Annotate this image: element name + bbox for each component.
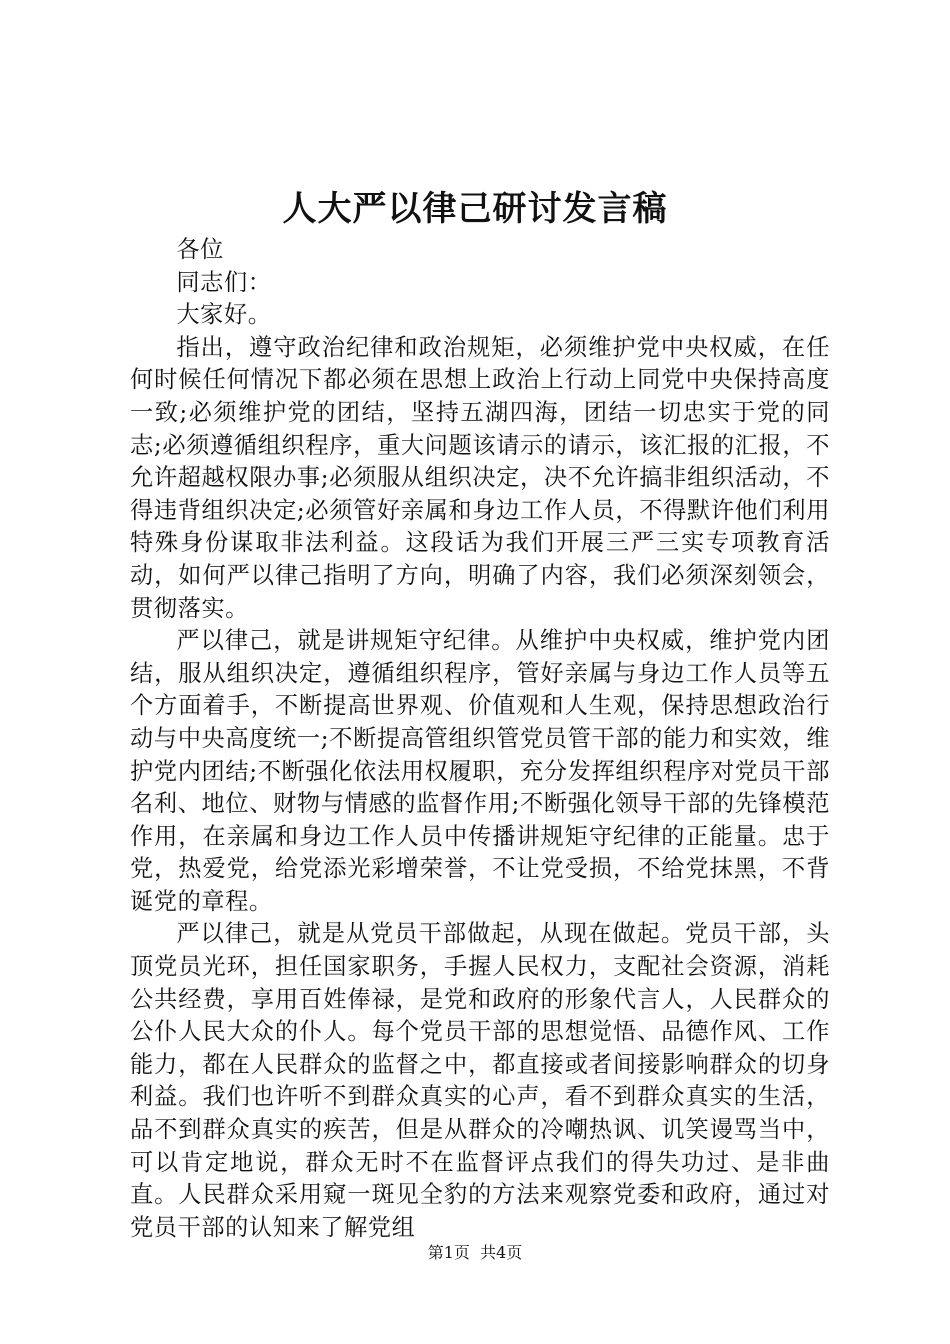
document-title: 人大严以律己研讨发言稿 xyxy=(282,189,668,229)
footer-separator xyxy=(470,1243,480,1262)
body-paragraph-2: 严以律己，就是讲规矩守纪律。从维护中央权威，维护党内团结，服从组织决定，遵循组织程序，管好亲属与身边工作人员等五个方面着手，不断提高世界观、价值观和人生观，保持思想政治行动与中央高度统一;不断提高管组织管党员管干部的能力和实效，维护党内团结;不断强化依法用权履职，充分发挥组织程序对党员干部名利、地位、财物与情感的监督作用;不断强化领导干部的先锋模范作用，在亲属和身边工作人员中传播讲规矩守纪律的正能量。忠于党，热爱党，给党添光彩增荣誉，不让党受损，不给党抹黑，不背诞党的章程。 xyxy=(130,627,830,915)
greeting-line: 大家好。 xyxy=(176,301,272,329)
salutation-line-2: 同志们： xyxy=(176,268,272,296)
page-number: 第1页 xyxy=(427,1243,470,1262)
total-pages: 共4页 xyxy=(480,1243,523,1262)
salutation-line-1: 各位 xyxy=(176,236,224,263)
body-paragraph-1: 指出，遵守政治纪律和政治规矩，必须维护党中央权威，在任何时候任何情况下都必须在思想上政治上行动上同党中央保持高度一致;必须维护党的团结，坚持五湖四海，团结一切忠实于党的同志;必须遵循组织程序，重大问题该请示的请示，该汇报的汇报，不允许超越权限办事;必须服从组织决定，决不允许搞非组织活动，不得违背组织决定;必须管好亲属和身边工作人员，不得默许他们利用特殊身份谋取非法利益。这段话为我们开展三严三实专项教育活动，如何严以律己指明了方向，明确了内容，我们必须深刻领会，贯彻落实。 xyxy=(130,333,830,622)
document-body xyxy=(130,234,830,1244)
body-paragraph-3: 严以律己，就是从党员干部做起，从现在做起。党员干部，头顶党员光环，担任国家职务，手握人民权力，支配社会资源，消耗公共经费，享用百姓俸禄，是党和政府的形象代言人，人民群众的公仆人民大众的仆人。每个党员干部的思想觉悟、品德作风、工作能力，都在人民群众的监督之中，都直接或者间接影响群众的切身利益。我们也许听不到群众真实的心声，看不到群众真实的生活，品不到群众真实的疾苦，但是从群众的冷嘲热讽、讥笑谩骂当中，可以肯定地说，群众无时不在监督评点我们的得失功过、是非曲直。人民群众采用窥一斑见全豹的方法来观察党委和政府，通过对党员干部的认知来了解党组 xyxy=(130,920,830,1241)
page-footer xyxy=(0,1242,950,1264)
